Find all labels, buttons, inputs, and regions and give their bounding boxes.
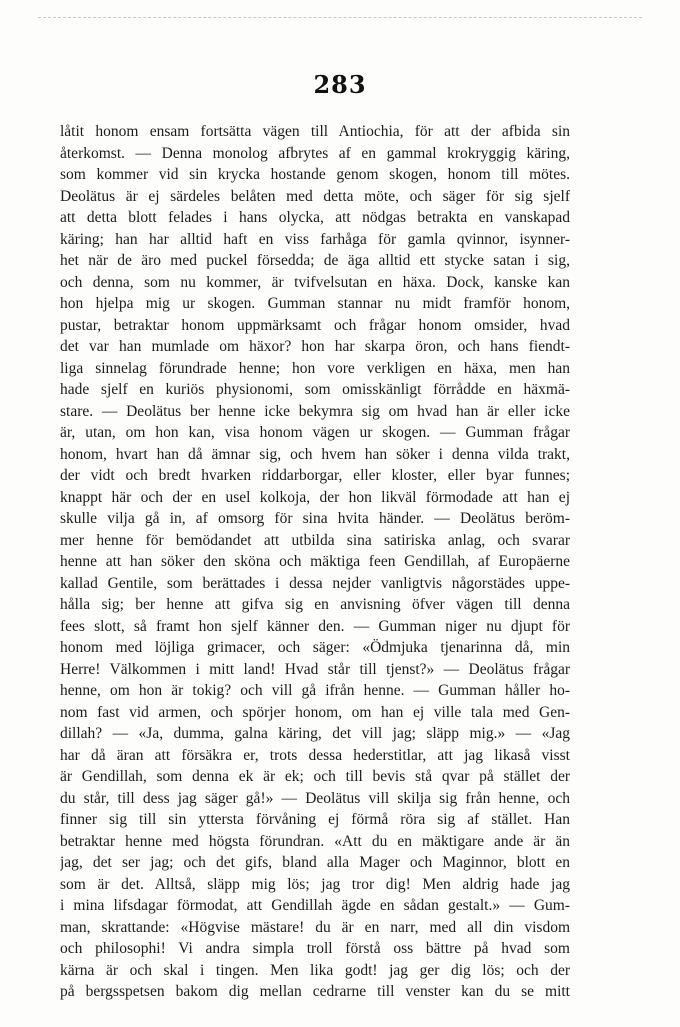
text-line: man, skrattande: «Högvise mästare! du är en narr, med all din visdom: [60, 918, 570, 936]
text-line: honom, hvart han då ämnar sig, och hvem han söker i denna vilda trakt,: [60, 445, 570, 463]
text-line: dillah? — «Ja, dumma, galna käring, det vill jag; släpp mig.» — «Jag: [60, 725, 570, 742]
text-line: kallad Gentile, som berättades i dessa nejder vanligtvis någorstädes uppe-: [60, 574, 570, 592]
text-line: har då äran att försäkra er, trots dessa hederstitlar, att jag likaså visst: [60, 746, 570, 764]
text-line: är, utan, om hon kan, visa honom vägen ur skogen. — Gumman frågar: [60, 424, 570, 441]
text-line: liga sinnelag förundrade henne; hon vore verkligen en häxa, men han: [60, 359, 570, 377]
text-line: Deolätus är ej särdeles belåten med detta möte, och säger för sig sjelf: [60, 187, 570, 205]
text-line: låtit honom ensam fortsätta vägen till Antiochia, för att der afbida sin: [60, 123, 570, 140]
text-line: mer henne för bemödandet att utbilda sina satiriska anlag, och svarar: [60, 531, 570, 549]
text-line: hon hjelpa mig ur skogen. Gumman stannar nu midt framför honom,: [60, 295, 570, 312]
text-line: hålla sig; ber henne att gifva sig en anvisning öfver vägen till denna: [60, 596, 570, 613]
text-line: nom fast vid armen, och spörjer honom, om han ej ville tala med Gen-: [60, 703, 570, 721]
body-text: [60, 121, 570, 1003]
text-line: der vidt och bredt hvarken riddarborgar, eller kloster, eller byar funnes;: [60, 467, 570, 484]
text-line: skulle vilja gå in, af omsorg för sina hvita händer. — Deolätus beröm-: [60, 510, 570, 527]
text-line: som kommer vid sin krycka hostande genom skogen, honom till mötes.: [60, 166, 570, 183]
text-line: kärna är och skal i tingen. Men lika godt! jag ger dig lös; och der: [60, 961, 570, 979]
text-line: är Gendillah, som denna ek är ek; och till bevis stå qvar på stället der: [60, 768, 570, 785]
text-line: att detta blott felades i hans olycka, att nödgas betrakta en vanskapad: [60, 209, 570, 226]
text-line: pustar, betraktar honom uppmärksamt och frågar honom omsider, hvad: [60, 316, 570, 334]
text-line: hade sjelf en kuriös physionomi, som omisskänligt förrådde en häxmä-: [60, 381, 570, 398]
text-line: jag, det ser jag; och det gifs, bland alla Mager och Maginnor, blott en: [60, 854, 570, 871]
text-line: i mina lifsdagar förmodat, att Gendillah ägde en sådan gestalt.» — Gum-: [60, 897, 570, 914]
text-line: finner sig till sin yttersta förvåning ej förmå röra sig af stället. Han: [60, 811, 570, 828]
text-line: henne att han söker den sköna och mäktiga feen Gendillah, af Europäerne: [60, 553, 570, 570]
text-line: henne, om hon är tokig? och vill gå ifrån henne. — Gumman håller ho-: [60, 682, 570, 699]
text-line: betraktar henne med högsta förundran. «Att du en mäktigare ande är än: [60, 832, 570, 850]
text-line: och philosophi! Vi andra simpla troll förstå oss bättre på hvad som: [60, 940, 570, 957]
text-line: knappt här och der en usel kolkoja, der hon likväl förmodade att han ej: [60, 488, 570, 506]
text-line: det var han mumlade om häxor? hon har skarpa öron, och hans fiendt-: [60, 338, 570, 355]
text-line: fees slott, så framt hon sjelf känner den. — Gumman niger nu djupt för: [60, 617, 570, 635]
text-line: käring; han har alltid haft en viss farhåga för gamla qvinnor, isynner-: [60, 230, 570, 248]
page-number: 283: [313, 70, 367, 99]
text-line: som är det. Alltså, släpp mig lös; jag tror dig! Men aldrig hade jag: [60, 875, 570, 893]
text-line: honom med löjliga grimacer, och säger: «Ödmjuka tjenarinna då, min: [60, 639, 570, 656]
text-line: stare. — Deolätus ber henne icke bekymra sig om hvad han är eller icke: [60, 402, 570, 420]
top-edge-rule: [38, 17, 642, 18]
text-line: het när de äro med puckel försedda; de äga alltid ett stycke satan i sig,: [60, 252, 570, 269]
text-line: återkomst. — Denna monolog afbrytes af en gammal krokryggig käring,: [60, 144, 570, 162]
text-line: och denna, som nu kommer, är tvifvelsutan en häxa. Dock, kanske kan: [60, 273, 570, 291]
text-line: du står, till dess jag säger gå!» — Deolätus vill skilja sig från henne, och: [60, 789, 570, 807]
text-line: på bergsspetsen bakom dig mellan cedrarne till venster kan du se mitt: [60, 983, 570, 1000]
text-line: Herre! Välkommen i mitt land! Hvad står till tjenst?» — Deolätus frågar: [60, 660, 570, 678]
